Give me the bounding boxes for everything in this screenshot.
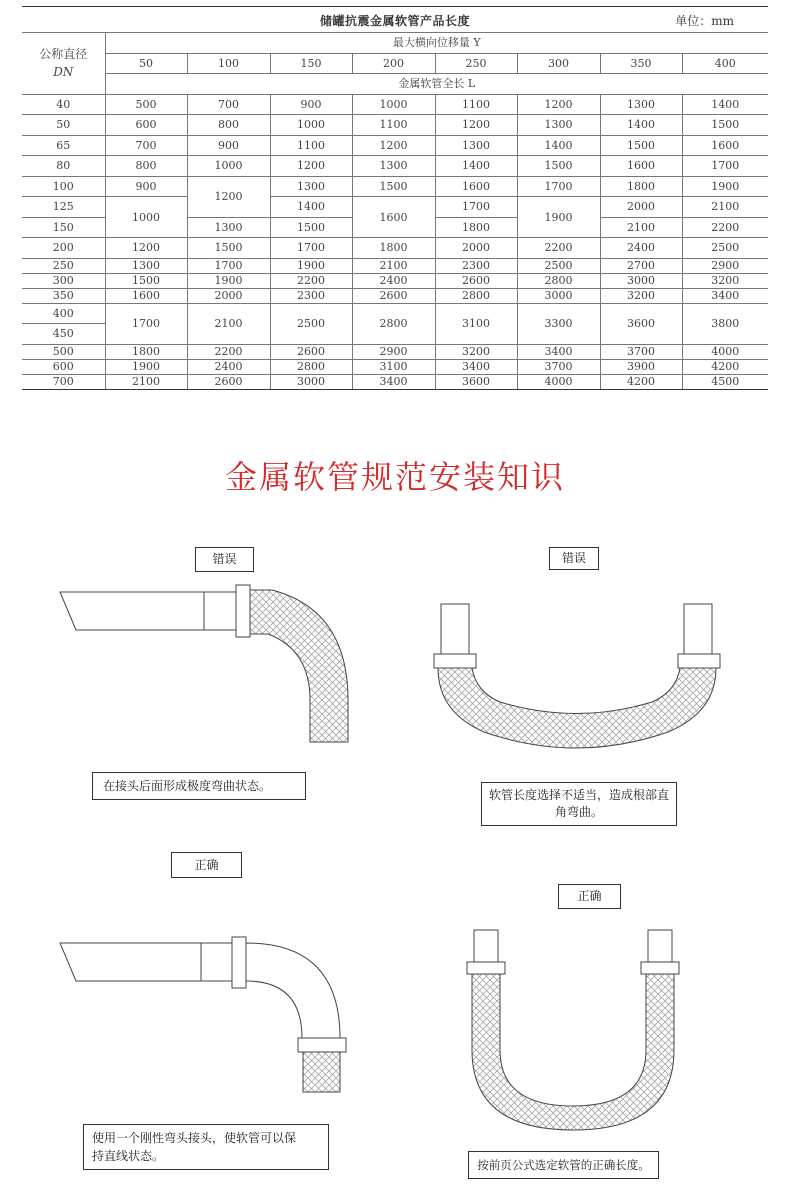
table-cell: 1500 [517, 156, 600, 177]
wrong1-caption: 在接头后面形成极度弯曲状态。 [92, 772, 306, 800]
table-cell: 2500 [517, 258, 600, 273]
table-cell: 1000 [187, 156, 270, 177]
table-cell: 1200 [187, 176, 270, 217]
table-cell: 3100 [352, 359, 435, 374]
l-header: 金属软管全长 L [105, 74, 768, 95]
table-cell: 1200 [435, 115, 517, 136]
y-value: 200 [352, 53, 435, 74]
table-cell: 1600 [435, 176, 517, 197]
wrong-label-2: 错误 [549, 547, 599, 570]
table-cell: 1200 [517, 94, 600, 115]
table-cell: 3100 [435, 303, 517, 344]
table-cell: 1300 [105, 258, 187, 273]
table-cell: 900 [105, 176, 187, 197]
table-cell: 3700 [600, 344, 682, 359]
table-cell: 2400 [352, 273, 435, 288]
right-label-2: 正确 [558, 884, 621, 909]
table-cell: 3200 [600, 288, 682, 303]
table-cell: 800 [105, 156, 187, 177]
table-cell: 1300 [187, 217, 270, 238]
y-header: 最大横向位移量 Y [105, 33, 768, 54]
table-cell: 2300 [270, 288, 352, 303]
table-cell: 1400 [270, 197, 352, 218]
table-cell: 1500 [600, 135, 682, 156]
table-cell: 1400 [600, 115, 682, 136]
table-cell: 3400 [435, 359, 517, 374]
table-cell: 1700 [187, 258, 270, 273]
table-cell: 1600 [105, 288, 187, 303]
table-cell: 2900 [682, 258, 768, 273]
table-cell: 1000 [352, 94, 435, 115]
table-cell: 2200 [270, 273, 352, 288]
table-cell: 2800 [352, 303, 435, 344]
y-value: 300 [517, 53, 600, 74]
table-cell: 300 [22, 273, 105, 288]
table-cell: 2800 [517, 273, 600, 288]
table-cell: 2600 [270, 344, 352, 359]
table-cell: 3900 [600, 359, 682, 374]
table-cell: 1600 [682, 135, 768, 156]
table-cell: 2500 [270, 303, 352, 344]
y-value: 100 [187, 53, 270, 74]
table-cell: 2000 [600, 197, 682, 218]
right-label-1: 正确 [171, 852, 242, 878]
table-cell: 2400 [187, 359, 270, 374]
right1-caption-line1: 使用一个刚性弯头接头，使软管可以保 [92, 1131, 297, 1145]
table-cell: 1600 [352, 197, 435, 238]
table-unit: 单位：mm [675, 14, 734, 28]
table-cell: 1300 [270, 176, 352, 197]
table-cell: 3400 [352, 374, 435, 389]
table-cell: 1700 [270, 238, 352, 259]
table-cell: 500 [22, 344, 105, 359]
table-cell: 450 [22, 324, 105, 345]
table-cell: 1700 [682, 156, 768, 177]
table-cell: 3400 [682, 288, 768, 303]
table-cell: 1900 [270, 258, 352, 273]
table-cell: 600 [105, 115, 187, 136]
table-cell: 65 [22, 135, 105, 156]
y-value: 150 [270, 53, 352, 74]
table-cell: 200 [22, 238, 105, 259]
wrong2-caption-line1: 软管长度选择不适当，造成根部直 [488, 788, 669, 802]
table-cell: 2100 [682, 197, 768, 218]
right1-caption-line2: 持直线状态。 [92, 1149, 165, 1163]
table-cell: 1900 [517, 197, 600, 238]
table-cell: 2200 [682, 217, 768, 238]
table-cell: 600 [22, 359, 105, 374]
table-cell: 2200 [187, 344, 270, 359]
table-cell: 1100 [435, 94, 517, 115]
table-cell: 250 [22, 258, 105, 273]
table-cell: 900 [270, 94, 352, 115]
table-cell: 3200 [435, 344, 517, 359]
table-cell: 2800 [435, 288, 517, 303]
table-cell: 1600 [600, 156, 682, 177]
table-cell: 2600 [187, 374, 270, 389]
table-cell: 2100 [187, 303, 270, 344]
table-cell: 2100 [105, 374, 187, 389]
table-cell: 1500 [352, 176, 435, 197]
table-cell: 2900 [352, 344, 435, 359]
table-cell: 4200 [682, 359, 768, 374]
table-cell: 1800 [600, 176, 682, 197]
table-cell: 400 [22, 303, 105, 324]
table-cell: 1900 [187, 273, 270, 288]
table-cell: 100 [22, 176, 105, 197]
table-cell: 800 [187, 115, 270, 136]
table-cell: 2000 [435, 238, 517, 259]
wrong2-caption-line2: 角弯曲。 [554, 805, 603, 819]
table-cell: 1700 [105, 303, 187, 344]
table-cell: 2200 [517, 238, 600, 259]
table-cell: 1300 [517, 115, 600, 136]
table-cell: 4200 [600, 374, 682, 389]
table-cell: 50 [22, 115, 105, 136]
table-cell: 1900 [105, 359, 187, 374]
table-cell: 1400 [435, 156, 517, 177]
table-cell: 3000 [600, 273, 682, 288]
table-cell: 2400 [600, 238, 682, 259]
table-cell: 1200 [270, 156, 352, 177]
table-cell: 80 [22, 156, 105, 177]
table-cell: 3600 [600, 303, 682, 344]
table-cell: 1300 [352, 156, 435, 177]
table-cell: 4000 [682, 344, 768, 359]
table-cell: 2100 [352, 258, 435, 273]
table-cell: 700 [105, 135, 187, 156]
table-cell: 900 [187, 135, 270, 156]
table-cell: 1500 [682, 115, 768, 136]
table-cell: 350 [22, 288, 105, 303]
table-cell: 1000 [105, 197, 187, 238]
table-cell: 1500 [187, 238, 270, 259]
table-cell: 3000 [517, 288, 600, 303]
table-cell: 1000 [270, 115, 352, 136]
y-value: 350 [600, 53, 682, 74]
y-value: 400 [682, 53, 768, 74]
table-cell: 1900 [682, 176, 768, 197]
table-cell: 3700 [517, 359, 600, 374]
y-value: 50 [105, 53, 187, 74]
right2-caption: 按前页公式选定软管的正确长度。 [468, 1151, 659, 1179]
table-cell: 700 [187, 94, 270, 115]
table-cell: 2600 [352, 288, 435, 303]
table-cell: 4000 [517, 374, 600, 389]
table-cell: 1300 [600, 94, 682, 115]
y-value: 250 [435, 53, 517, 74]
table-cell: 2100 [600, 217, 682, 238]
table-cell: 2300 [435, 258, 517, 273]
table-cell: 2700 [600, 258, 682, 273]
table-cell: 1400 [517, 135, 600, 156]
table-cell: 1500 [270, 217, 352, 238]
table-cell: 2500 [682, 238, 768, 259]
dn-header-line1: 公称直径 [39, 47, 88, 62]
section-heading: 金属软管规范安装知识 [224, 458, 565, 496]
table-cell: 3600 [435, 374, 517, 389]
table-cell: 1200 [105, 238, 187, 259]
table-cell: 2000 [187, 288, 270, 303]
table-cell: 1800 [435, 217, 517, 238]
table-cell: 1800 [352, 238, 435, 259]
table-cell: 500 [105, 94, 187, 115]
table-cell: 1700 [435, 197, 517, 218]
table-cell: 1500 [105, 273, 187, 288]
table-cell: 700 [22, 374, 105, 389]
table-cell: 1800 [105, 344, 187, 359]
dn-header-line2: DN [53, 65, 74, 80]
table-title: 储罐抗震金属软管产品长度 [319, 14, 470, 28]
table-cell: 3300 [517, 303, 600, 344]
table-cell: 125 [22, 197, 105, 218]
table-cell: 1200 [352, 135, 435, 156]
table-cell: 3400 [517, 344, 600, 359]
table-cell: 3800 [682, 303, 768, 344]
table-cell: 1100 [352, 115, 435, 136]
table-cell: 1700 [517, 176, 600, 197]
table-cell: 3000 [270, 374, 352, 389]
table-cell: 3200 [682, 273, 768, 288]
table-cell: 2600 [435, 273, 517, 288]
table-cell: 1400 [682, 94, 768, 115]
table-cell: 150 [22, 217, 105, 238]
table-cell: 40 [22, 94, 105, 115]
table-cell: 2800 [270, 359, 352, 374]
table-cell: 1300 [435, 135, 517, 156]
table-cell: 4500 [682, 374, 768, 389]
wrong-label-1: 错误 [195, 547, 254, 572]
table-cell: 1100 [270, 135, 352, 156]
